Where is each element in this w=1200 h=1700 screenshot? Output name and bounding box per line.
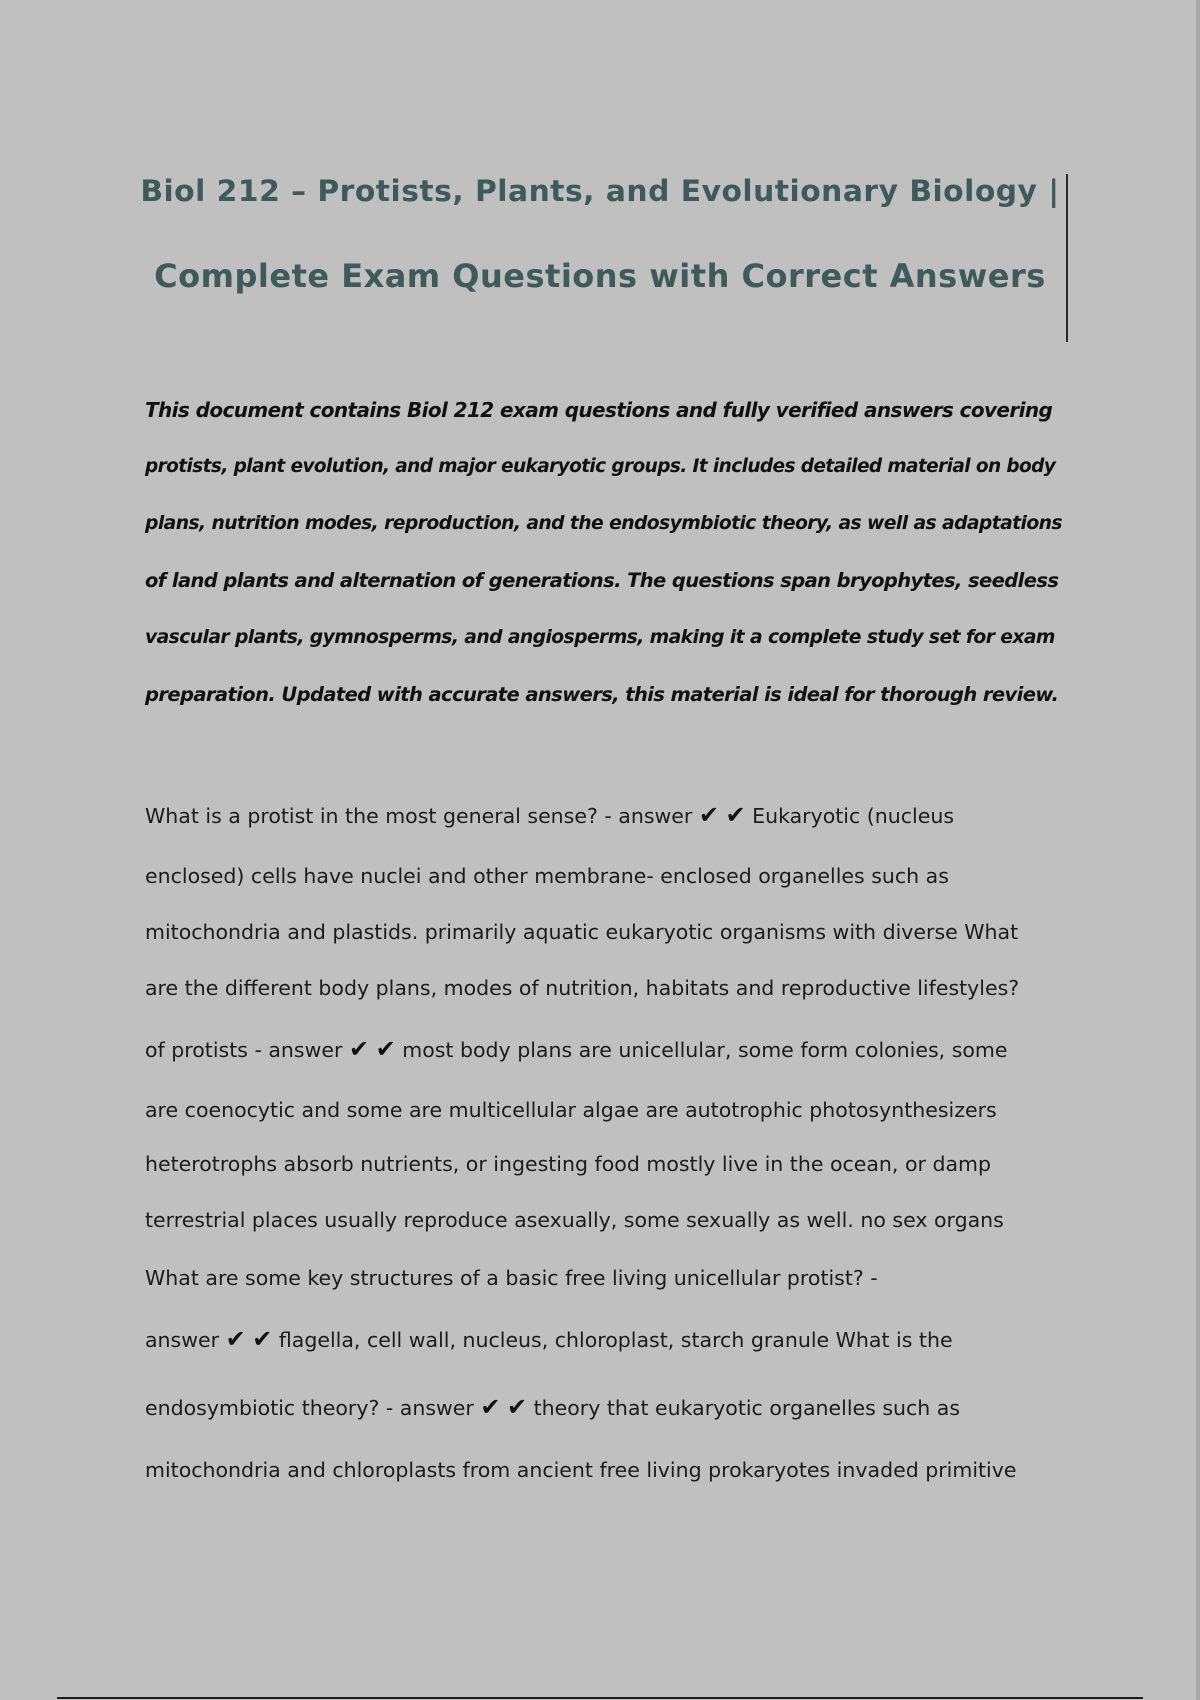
qa-line <box>145 1095 1065 1149</box>
qa-text: terrestrial places usually reproduce asexually, some sexually as well. no sex organs <box>145 1208 1004 1232</box>
title-vertical-rule <box>1066 174 1068 342</box>
qa-line <box>145 801 1065 861</box>
checkmark-icon: ✔ <box>698 801 719 829</box>
qa-answer-text: Eukaryotic (nucleus <box>752 804 955 828</box>
qa-text: are coenocytic and some are multicellular algae are autotrophic photosynthesizers <box>145 1098 997 1122</box>
question-answer-body <box>145 801 1065 1515</box>
checkmark-icon: ✔ <box>506 1393 528 1421</box>
summary-line: This document contains Biol 212 exam questions and fully verified answers covering <box>145 398 1053 422</box>
qa-question-text: What is a protist in the most general sense? - answer <box>145 804 693 828</box>
qa-answer-text: most body plans are unicellular, some form colonies, some <box>402 1038 1008 1062</box>
qa-text: What are some key structures of a basic free living unicellular protist? - <box>145 1266 878 1290</box>
title-line-2: Complete Exam Questions with Correct Answers <box>154 257 1046 295</box>
qa-line <box>145 1149 1065 1205</box>
qa-text: heterotrophs absorb nutrients, or ingesting food mostly live in the ocean, or damp <box>145 1152 992 1176</box>
qa-text: enclosed) cells have nuclei and other membrane- enclosed organelles such as <box>145 864 949 888</box>
qa-line <box>145 1455 1065 1515</box>
qa-line <box>145 1205 1065 1263</box>
qa-line <box>145 917 1065 973</box>
checkmark-icon: ✔ <box>725 801 746 829</box>
qa-question-text: answer <box>145 1328 220 1352</box>
checkmark-icon: ✔ <box>252 1325 273 1353</box>
qa-answer-text: flagella, cell wall, nucleus, chloroplast, starch granule What is the <box>278 1328 953 1352</box>
document-summary <box>145 395 1065 737</box>
qa-text: mitochondria and plastids. primarily aquatic eukaryotic organisms with diverse What <box>145 920 1019 944</box>
qa-line <box>145 1035 1065 1095</box>
qa-line <box>145 973 1065 1035</box>
qa-line <box>145 861 1065 917</box>
summary-line: preparation. Updated with accurate answers, this material is ideal for thorough review. <box>145 683 1059 706</box>
summary-line: vascular plants, gymnosperms, and angiosperms, making it a complete study set for exam <box>145 627 1055 648</box>
checkmark-icon: ✔ <box>375 1035 396 1063</box>
footer-rule <box>57 1697 1143 1699</box>
qa-question-text: endosymbiotic theory? - answer <box>145 1396 474 1420</box>
checkmark-icon: ✔ <box>225 1325 246 1353</box>
page-edge-strip <box>1196 0 1200 1700</box>
title-line-1: Biol 212 – Protists, Plants, and Evolutionary Biology | <box>140 174 1060 209</box>
summary-line: protists, plant evolution, and major eukaryotic groups. It includes detailed material on body <box>145 456 1056 477</box>
summary-line: plans, nutrition modes, reproduction, and the endosymbiotic theory, as well as adaptations <box>145 513 1062 534</box>
qa-line <box>145 1325 1065 1393</box>
summary-line: of land plants and alternation of generations. The questions span bryophytes, seedless <box>145 569 1059 592</box>
checkmark-icon: ✔ <box>348 1035 370 1063</box>
qa-line <box>145 1393 1065 1455</box>
qa-question-text: of protists - answer <box>145 1038 343 1062</box>
qa-text: are the different body plans, modes of nutrition, habitats and reproductive lifestyles? <box>145 976 1020 1000</box>
qa-answer-text: theory that eukaryotic organelles such as <box>533 1396 961 1420</box>
qa-line <box>145 1263 1065 1325</box>
checkmark-icon: ✔ <box>480 1393 501 1421</box>
qa-text: mitochondria and chloroplasts from ancient free living prokaryotes invaded primitive <box>145 1458 1017 1482</box>
